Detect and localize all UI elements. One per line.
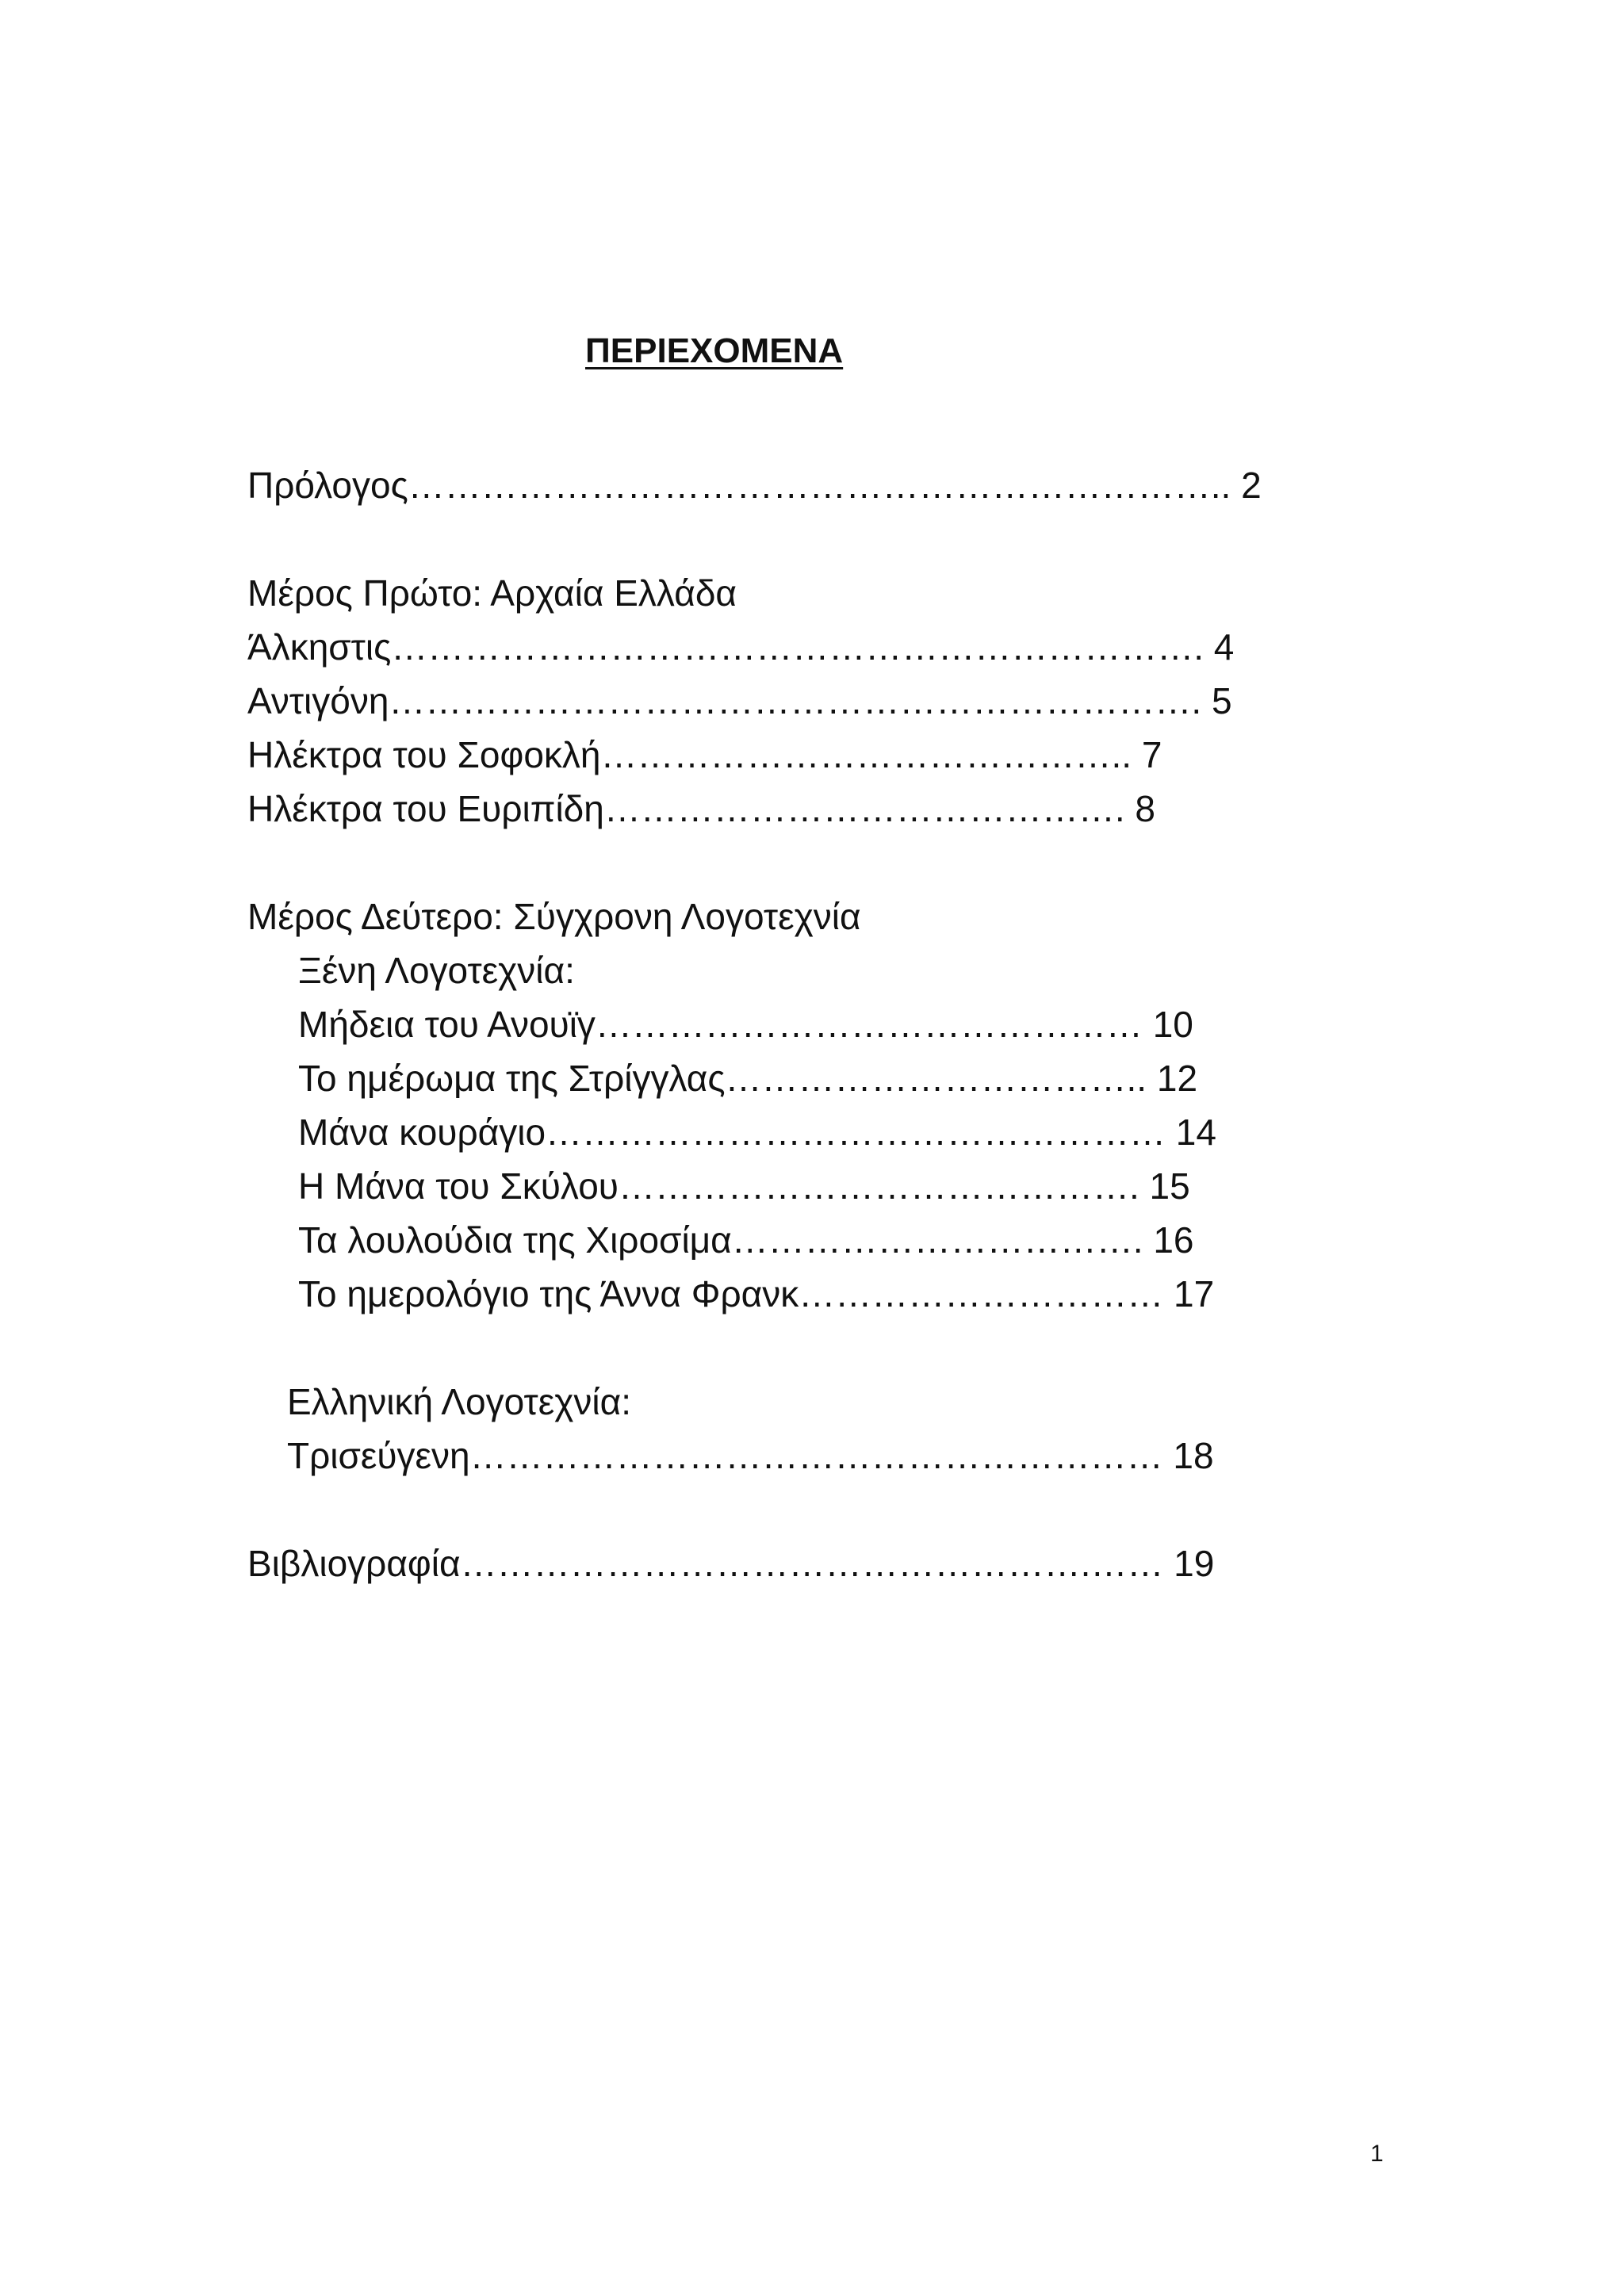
toc-subsection-greek-literature: Ελληνική Λογοτεχνία: xyxy=(287,1381,631,1422)
toc-entry-triseugeni: Τρισεύγενη………………………………………………… 18 xyxy=(287,1435,1214,1476)
page-number: 1 xyxy=(1370,2141,1384,2167)
toc-subsection-foreign-literature: Ξένη Λογοτεχνία: xyxy=(298,950,575,991)
toc-entry-antigone: Αντιγόνη…………………………………………………………. 5 xyxy=(247,680,1232,721)
toc-entry-flowers-of-hiroshima: Τα λουλούδια της Χιροσίμα……………………………. 16 xyxy=(298,1219,1194,1261)
toc-entry-mother-of-the-dog: Η Μάνα του Σκύλου……………………………………. 15 xyxy=(298,1165,1190,1207)
toc-entry-medea: Μήδεια του Ανουϊγ……………………………………… 10 xyxy=(298,1004,1193,1045)
toc-entry-anne-frank-diary: Το ημερολόγιο της Άννα Φρανκ………………………… 17 xyxy=(298,1273,1215,1314)
toc-entry-prologue: Πρόλογος………………………………………………………….. 2 xyxy=(247,465,1262,506)
toc-section-part-two: Μέρος Δεύτερο: Σύγχρονη Λογοτεχνία xyxy=(247,896,861,937)
toc-entry-electra-sophocles: Ηλέκτρα του Σοφοκλή…………………………………….. 7 xyxy=(247,734,1162,775)
toc-entry-mother-courage: Μάνα κουράγιο…………………………………………… 14 xyxy=(298,1112,1216,1153)
toc-entry-alkistis: Άλκηστις…………………………………………………………. 4 xyxy=(247,626,1235,668)
toc-entry-electra-euripides: Ηλέκτρα του Ευριπίδη……………………………………. 8 xyxy=(247,788,1155,829)
toc-section-part-one: Μέρος Πρώτο: Αρχαία Ελλάδα xyxy=(247,572,737,614)
toc-title: ΠΕΡΙΕΧΟΜΕΝΑ xyxy=(585,331,844,370)
toc-entry-taming-of-the-shrew: Το ημέρωμα της Στρίγγλας…………………………….. 12 xyxy=(298,1058,1198,1099)
toc-entry-bibliography: Βιβλιογραφία…………………………………………….…… 19 xyxy=(247,1543,1215,1584)
